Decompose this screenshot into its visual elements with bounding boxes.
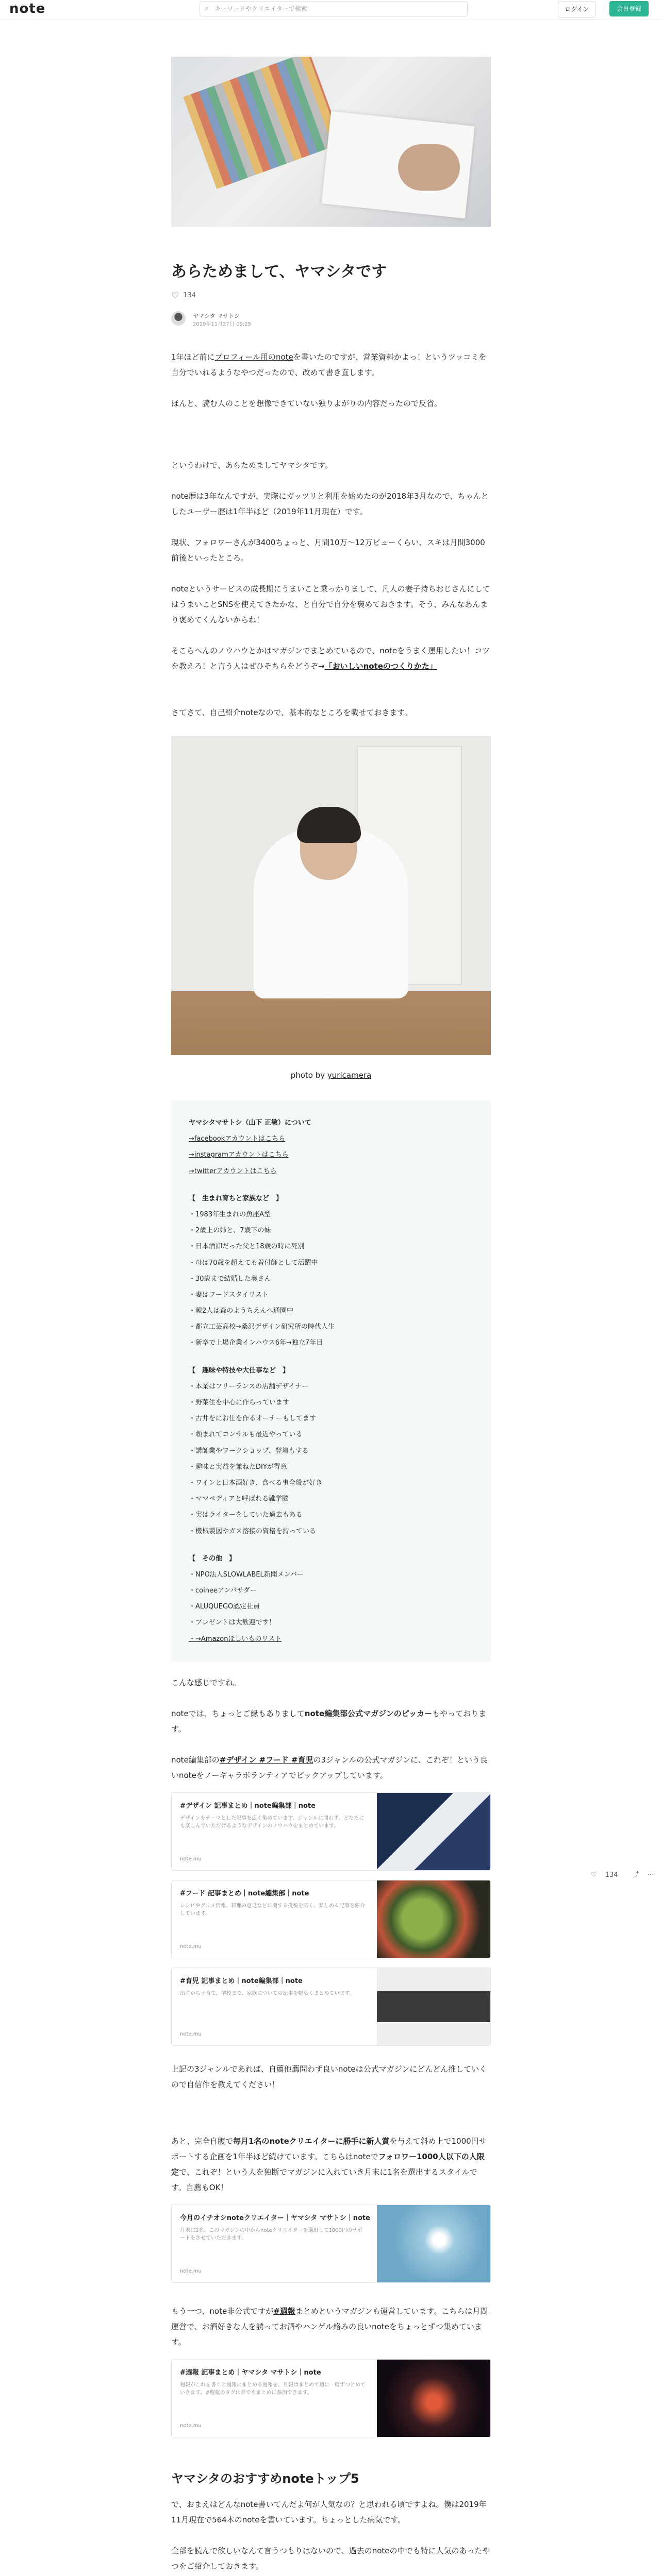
author-name[interactable]: ヤマシタ マサトシ	[193, 313, 240, 319]
paragraph: さてさて、自己紹介noteなので、基本的なところを載せておきます。	[171, 708, 412, 717]
share-icon[interactable]: ⤴	[632, 1871, 639, 1879]
article-body	[171, 349, 491, 720]
paragraph: noteというサービスの成長期にうまいこと乗っかりまして、凡人の妻子持ちおじさんにしてはうまいことSNSを使えてきたかな、と自分で自分を褒めておきます。そう、みんなあんまり褒めてくんないからね！	[171, 584, 490, 624]
article-title: あらためまして、ヤマシタです	[171, 263, 387, 281]
paragraph: note編集部の#デザイン #フード #育児の3ジャンルの公式マガジンに、これぞ！という良いnoteをノーギャラボランティアでピックアップしています。	[171, 1755, 488, 1780]
photo-caption: photo by yuricamera	[290, 1071, 372, 1080]
paragraph: で、おまえはどんなnote書いてんだよ何が人気なの？と思われる頃ですよね。僕は2019年11月現在で564本のnoteを書いています。ちょっとした病気です。	[171, 2499, 487, 2524]
profile-photo	[171, 736, 491, 1055]
paragraph: あと、完全自腹で毎月1名のnoteクリエイターに勝手に新人賞を与えて斜め上で1000円サポートする企画を1年半ほど続けています。こちらはnoteでフォロワー1000人以下の人限定で、これぞ！という人を独断でマガジンに入れていき月末に1名を選出するスタイルです。自薦もOK！	[171, 2136, 487, 2192]
paragraph: 現状、フォロワーさんが3400ちょっと、月間10万〜12万ビューくらい、スキは月間3000前後といったところ。	[171, 538, 485, 563]
card-thumbnail	[377, 1880, 490, 1958]
paragraph: noteでは、ちょっとご縁もありましてnote編集部公式マガジンのピッカーもやっております。	[171, 1708, 487, 1734]
article-body-5	[171, 2497, 491, 2574]
paragraph: 1年ほど前にプロフィール用のnoteを書いたのですが、営業資料かよっ！というツッコミを自分でいれるようなやつだったので、改めて書き直します。	[171, 352, 487, 377]
paragraph: note歴は3年なんですが、実際にガッツリと利用を始めたのが2018年3月なので、ちゃんとしたユーザー歴は1年半ほど（2019年11月現在）です。	[171, 492, 489, 516]
link-card[interactable]: #デザイン 記事まとめ｜note編集部｜note デザインをテーマとした記事を広く集めています。ジャンルに問わず、どなたにも楽しんでいただけるようなデザインのノウハウをまとめています。 note.mu	[171, 1792, 491, 1871]
hero-image	[171, 57, 491, 227]
heart-icon: ♡	[591, 1871, 597, 1879]
site-header	[0, 0, 662, 20]
paragraph: ほんと、読む人のことを想像できていない独りよがりの内容だったので反省。	[171, 399, 442, 408]
article-body-4	[171, 2303, 491, 2350]
weekly-tag-link[interactable]: #週報	[273, 2306, 295, 2316]
paragraph: そこらへんのノウハウとかはマガジンでまとめているので、noteをうまく運用したい！コツを教えろ！と言う人はぜひそちらをどうぞ→「おいしいnoteのつくりかた」	[171, 646, 490, 671]
paragraph: 上記の3ジャンルであれば、自薦他薦問わず良いnoteは公式マガジンにどんどん推していくので自信作を教えてください！	[171, 2064, 487, 2089]
like-button[interactable]: ♡ 134	[171, 291, 196, 301]
author-block[interactable]	[171, 310, 491, 329]
link-card[interactable]: 今月のイチオシnoteクリエイター｜ヤマシタ マサトシ｜note 月末に1名、このマガジンの中からnoteクリエイターを選出して1000円のサポートをさせていただきます。 note.mu	[171, 2205, 491, 2283]
paragraph: 全部を読んで欲しいなんて言うつもりはないので、過去のnoteの中でも特に人気のあったやつをご紹介しておきます。	[171, 2546, 490, 2571]
link-card[interactable]: #週報 記事まとめ｜ヤマシタ マサトシ｜note 週報がこれを書くと週報にまとめる週報を、月報はまとめて週に一度ずつとめていきます。#週報のタグは誰でもまとめに参加できます。 note.mu	[171, 2359, 491, 2437]
amazon-wishlist-link[interactable]: ・→Amazonほしいものリスト	[189, 1635, 282, 1643]
hashtag-links[interactable]: #デザイン #フード #育児	[219, 1755, 313, 1765]
login-button[interactable]: ログイン	[558, 1, 595, 18]
link-card[interactable]: #育児 記事まとめ｜note編集部｜note 出産から子育て、学校まで、家族についての記事を幅広くまとめています。 note.mu	[171, 1968, 491, 2046]
paragraph: もう一つ、note非公式ですが#週報まとめというマガジンも運営しています。こちらは月間運営で、お酒好きな人を誘ってお酒やハンゲル絡みの良いnoteをちょっとずつ集めています。	[171, 2306, 488, 2347]
profile-note-link[interactable]: プロフィール用のnote	[214, 352, 293, 362]
instagram-link[interactable]: →instagramアカウントはこちら	[189, 1151, 289, 1159]
article	[171, 57, 491, 2576]
article-body-3	[171, 2061, 491, 2195]
card-thumbnail	[377, 1793, 490, 1870]
link-card[interactable]: #フード 記事まとめ｜note編集部｜note レシピやグルメ情報、料理の意見などに関する投稿を広く、楽しめる記事を紹介しています。 note.mu	[171, 1880, 491, 1958]
paragraph: というわけで、あらためましてヤマシタです。	[171, 461, 333, 470]
heart-icon: ♡	[171, 291, 179, 301]
facebook-link[interactable]: →facebookアカウントはこちら	[189, 1135, 286, 1143]
signup-button[interactable]: 会員登録	[609, 1, 649, 16]
paragraph: こんな感じですね。	[171, 1677, 241, 1687]
search-icon: ⌕	[205, 5, 209, 12]
card-thumbnail	[377, 2360, 490, 2437]
card-thumbnail	[377, 2205, 490, 2282]
section-heading: ヤマシタのおすすめnoteトップ5	[171, 2471, 359, 2486]
profile-box: ヤマシタマサトシ（山下 正敏）について →facebookアカウントはこちら →instagramアカウントはこちら →twitterアカウントはこちら 【 生まれ育ちと家族など 】 ・1983年生まれの魚座A型 ・2歳上の姉と、7歳下の妹 ・日本酒卸だった父と18歳の時に死別 ・母は70歳を超えても着付師として活躍中 ・30歳まで結婚した奥さん ・妻はフードスタイリスト ・親2人は森のようちえんへ通園中 ・都立工芸高校→桑沢デザイン研究所の時代人生 ・新卒で上場企業インハウス6年→独立7年目 【 趣味や特技や大仕事など 】 ・本業はフリーランスの店舗デザイナー ・野菜住を中心に作らっています ・古井をにお仕を作るオーナーもしてます ・頼まれてコンサルも最近やっている ・講師業やワークショップ、登壇もする ・趣味と実益を兼ねたDIYが得意 ・ワインと日本酒好き、食べる事全般が好き ・ママペディアと呼ばれる雑学脳 ・実はライターをしていた過去もある ・機械製図やガス溶接の資格を持っている 【 その他 】 ・NPO法人SLOWLABEL新聞メンバー ・coineeアンバサダー ・ALUQUEGO認定社員 ・プレゼントは大歓迎です！ ・→Amazonほしいものリスト	[171, 1100, 491, 1662]
note-logo[interactable]: note	[9, 1, 46, 16]
card-thumbnail	[377, 1968, 490, 2045]
more-icon[interactable]: ⋯	[647, 1871, 654, 1879]
search-input[interactable]: ⌕ キーワードやクリエイターで検索	[200, 1, 468, 16]
post-date: 2019年11月27日 09:25	[193, 321, 251, 327]
photographer-link[interactable]: yuricamera	[327, 1071, 372, 1080]
avatar[interactable]	[171, 311, 186, 326]
floating-actions	[591, 1869, 660, 1879]
article-body-2	[171, 1675, 491, 1783]
side-like-button[interactable]: ♡ 134	[591, 1871, 618, 1879]
magazine-link[interactable]: 「おいしいnoteのつくりかた」	[324, 662, 437, 671]
twitter-link[interactable]: →twitterアカウントはこちら	[189, 1167, 277, 1175]
